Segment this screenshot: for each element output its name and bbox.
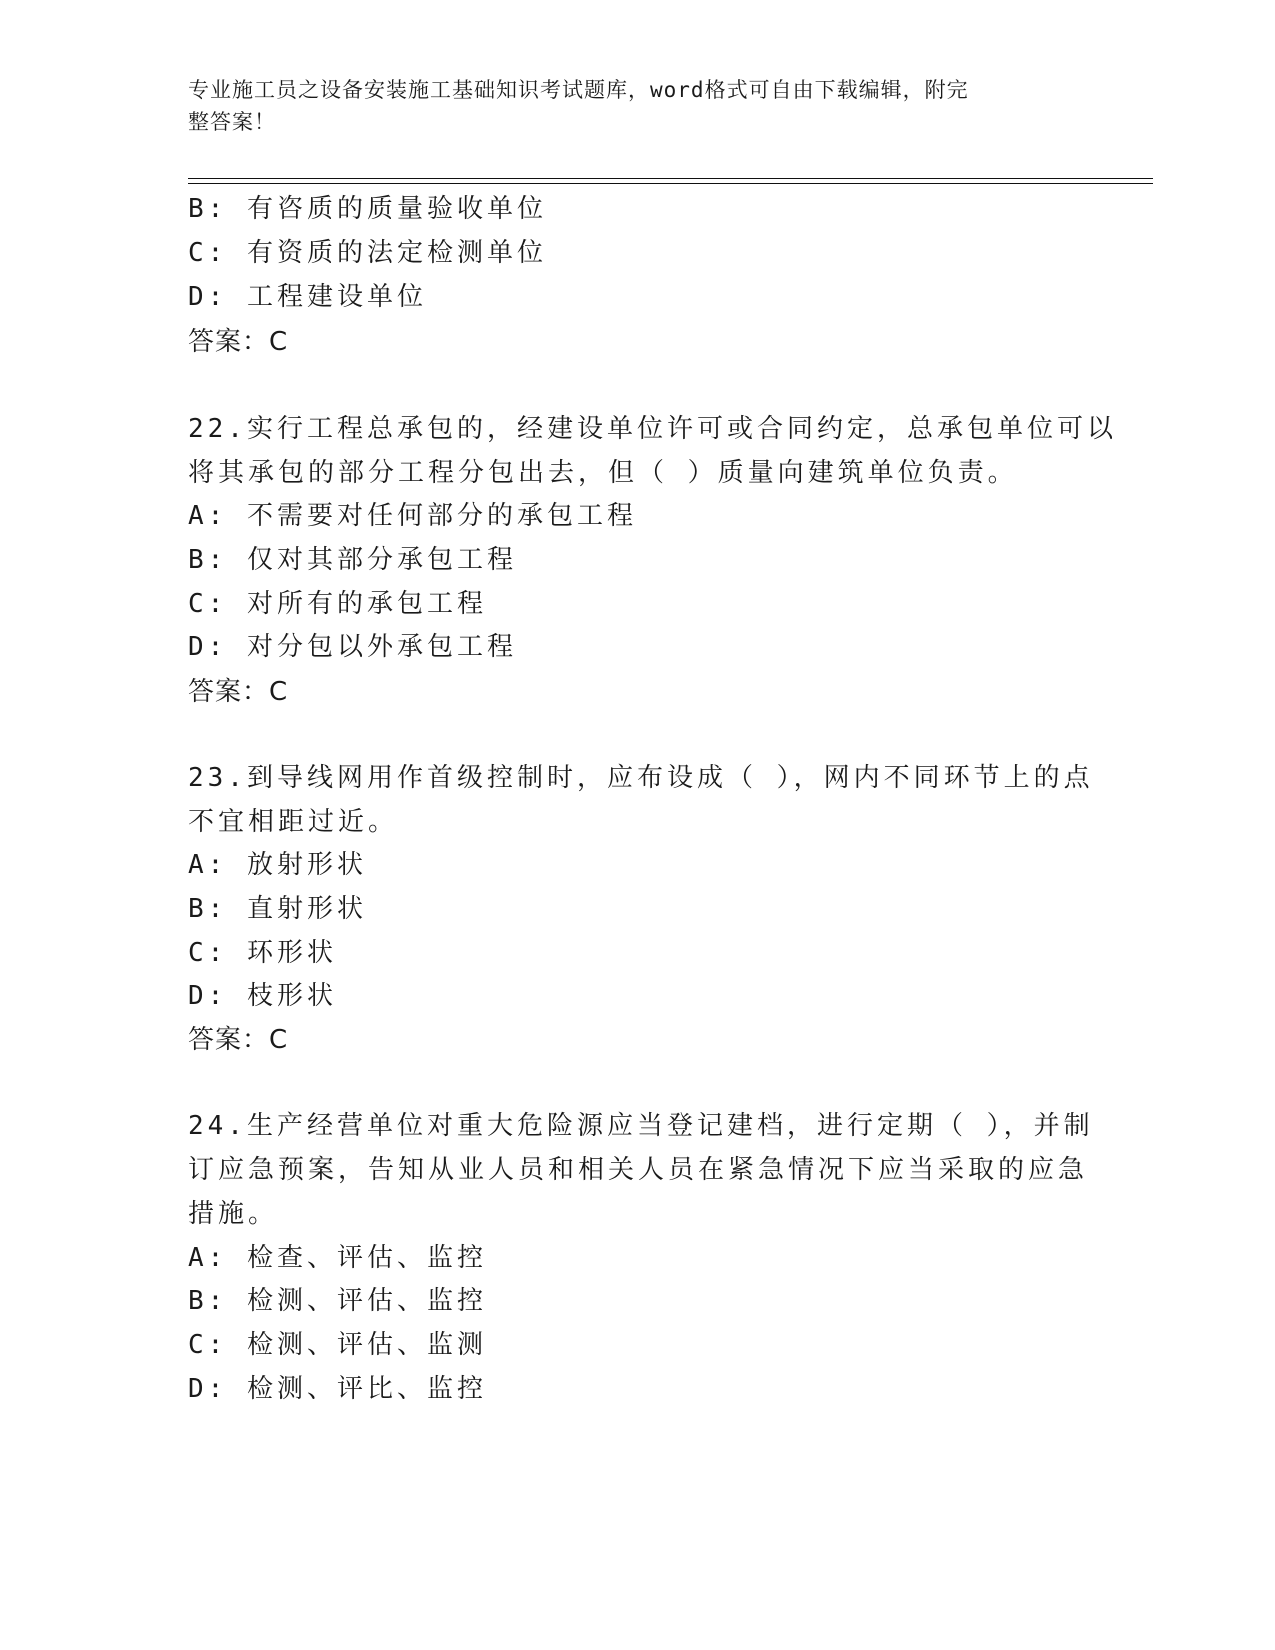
question-24-stem-line-1: 24.生产经营单位对重大危险源应当登记建档，进行定期（ ），并制 <box>188 1111 1094 1141</box>
question-23-stem-line-2: 不宜相距过近。 <box>188 807 399 837</box>
answer-line: 答案：C <box>188 327 289 357</box>
question-23-option-a: A: 放射形状 <box>188 850 367 880</box>
question-24-option-b: B: 检测、评估、监控 <box>188 1286 487 1316</box>
question-24-stem-line-2: 订应急预案，告知从业人员和相关人员在紧急情况下应当采取的应急 <box>188 1155 1089 1185</box>
header-divider-bottom <box>188 183 1153 184</box>
question-22-option-a: A: 不需要对任何部分的承包工程 <box>188 501 637 531</box>
header-line-1: 专业施工员之设备安装施工基础知识考试题库，word格式可自由下载编辑，附完 <box>188 78 969 102</box>
option-c: C: 有资质的法定检测单位 <box>188 238 547 268</box>
question-22-option-c: C: 对所有的承包工程 <box>188 589 487 619</box>
question-24-option-a: A: 检查、评估、监控 <box>188 1243 487 1273</box>
question-23-option-c: C: 环形状 <box>188 938 337 968</box>
question-24-stem-line-3: 措施。 <box>188 1199 279 1229</box>
question-22-option-d: D: 对分包以外承包工程 <box>188 632 517 662</box>
question-22-stem-line-2: 将其承包的部分工程分包出去，但（ ）质量向建筑单位负责。 <box>188 458 1018 488</box>
header-line-2: 整答案！ <box>188 110 276 134</box>
question-23-option-d: D: 枝形状 <box>188 981 337 1011</box>
question-22-answer: 答案：C <box>188 677 289 707</box>
option-b: B: 有咨质的质量验收单位 <box>188 194 547 224</box>
question-23-option-b: B: 直射形状 <box>188 894 367 924</box>
question-24-option-c: C: 检测、评估、监测 <box>188 1330 487 1360</box>
question-22-option-b: B: 仅对其部分承包工程 <box>188 545 517 575</box>
question-23-stem-line-1: 23.到导线网用作首级控制时，应布设成（ ），网内不同环节上的点 <box>188 763 1094 793</box>
question-22-stem-line-1: 22.实行工程总承包的，经建设单位许可或合同约定，总承包单位可以 <box>188 414 1117 444</box>
header-divider-top <box>188 178 1153 179</box>
question-24-option-d: D: 检测、评比、监控 <box>188 1374 487 1404</box>
option-d: D: 工程建设单位 <box>188 282 427 312</box>
document-header <box>188 74 1068 138</box>
question-23-answer: 答案：C <box>188 1025 289 1055</box>
